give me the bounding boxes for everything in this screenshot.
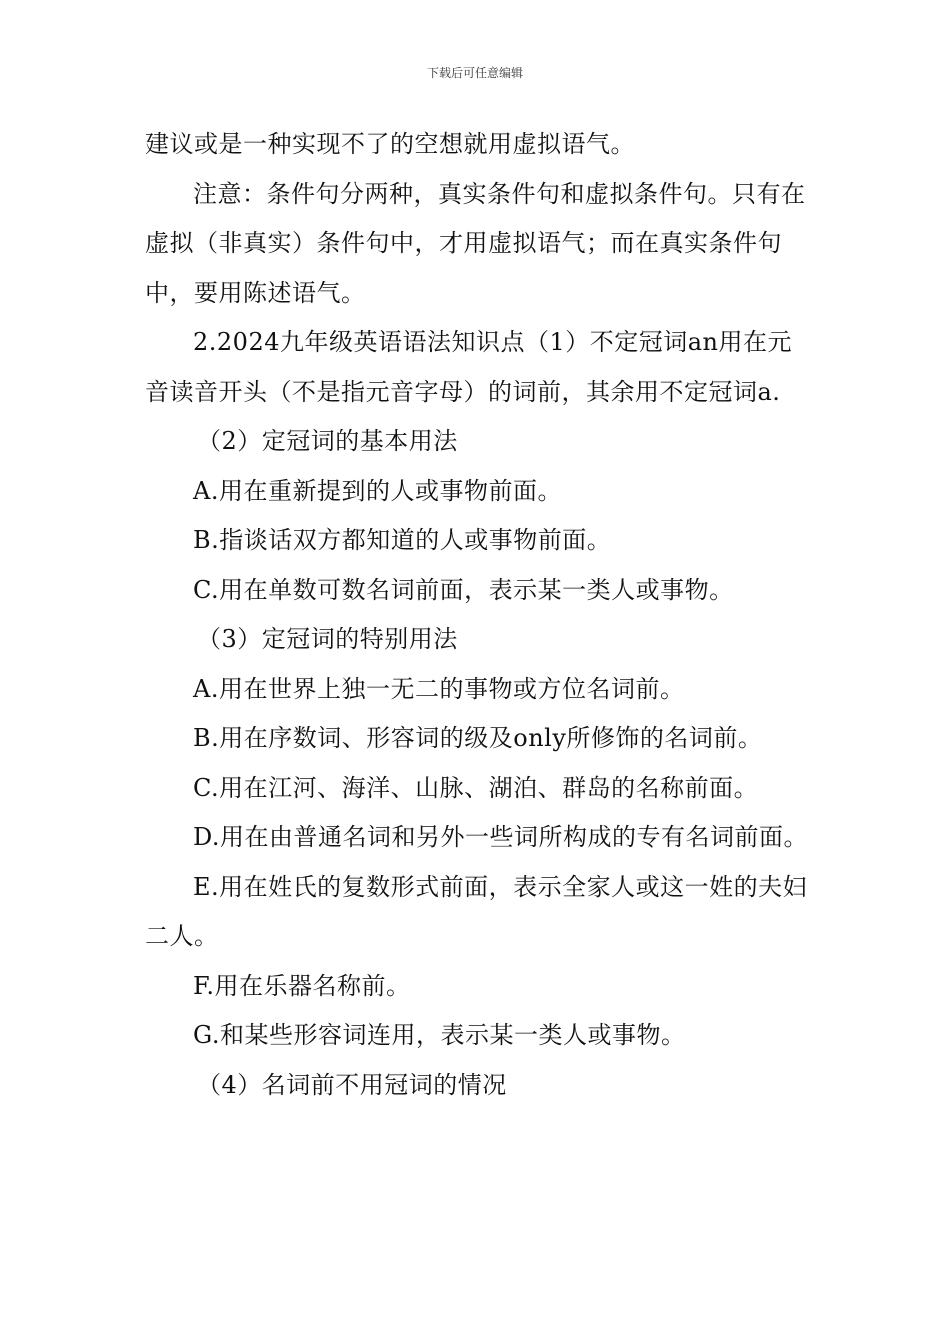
paragraph-9: B.用在序数词、形容词的级及only所修饰的名词前。	[193, 724, 763, 752]
paragraph-3: （2）定冠词的基本用法	[197, 427, 458, 455]
paragraph-5: B.指谈话双方都知道的人或事物前面。	[193, 526, 612, 554]
paragraph-15: （4）名词前不用冠词的情况	[197, 1070, 507, 1099]
page-header-note: 下载后可任意编辑	[426, 66, 523, 80]
paragraph-11: D.用在由普通名词和另外一些词所构成的专有名词前面。	[193, 823, 809, 851]
paragraph-14: G.和某些形容词连用，表示某一类人或事物。	[193, 1021, 686, 1049]
paragraph-12: E.用在姓氏的复数形式前面，表示全家人或这一姓的夫妇二人。	[145, 872, 808, 950]
paragraph-2: 2.2024九年级英语语法知识点（1）不定冠词an用在元音读音开头（不是指元音字母）的词前，其余用不定冠词a.	[145, 328, 793, 406]
paragraph-0: 建议或是一种实现不了的空想就用虚拟语气。	[145, 130, 635, 158]
paragraph-1: 注意：条件句分两种，真实条件句和虚拟条件句。只有在虚拟（非真实）条件句中，才用虚拟语气；而在真实条件句中，要用陈述语气。	[145, 179, 806, 307]
document-body	[145, 120, 810, 1110]
paragraph-7: （3）定冠词的特别用法	[197, 625, 458, 653]
paragraph-6: C.用在单数可数名词前面，表示某一类人或事物。	[193, 575, 734, 604]
paragraph-10: C.用在江河、海洋、山脉、湖泊、群岛的名称前面。	[193, 773, 759, 802]
paragraph-13: F.用在乐器名称前。	[193, 971, 411, 1000]
paragraph-8: A.用在世界上独一无二的事物或方位名词前。	[193, 674, 685, 703]
paragraph-4: A.用在重新提到的人或事物前面。	[193, 476, 562, 505]
